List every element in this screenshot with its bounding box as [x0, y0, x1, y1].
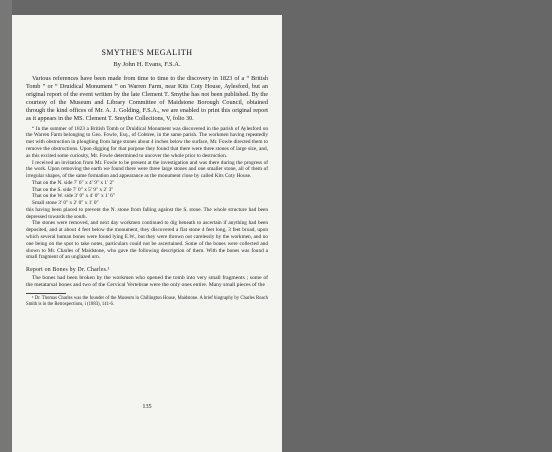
- quote-paragraph-1: “ In the summer of 1823 a British Tomb or Druidical Monument was discovered in the parish of Aylesford on the Warren Farm belonging to Geo. Fowle, Esq., of Cobtree, in the same parish. The workmen having repeatedly met with obstruction in ploughing from large stones about 4 inches below the surface, Mr. Fowle directed them to remove the obstructions. Upon digging for that purpose they found that there were three stones of large size, and, as this excited some curiosity, Mr. Fowle determined to uncover the whole prior to destruction.: [26, 125, 268, 159]
- footnote-divider: [26, 293, 66, 294]
- measurement-line: That on the S. side 7′ 0″ x 5′ 9″ x 2′ 3″: [32, 186, 114, 193]
- document-page: [12, 15, 282, 452]
- quote-paragraph-3: this having been placed to prevent the N. stone from falling against the S. stone. The whole structure had been depressed towards the south.: [26, 206, 268, 220]
- quote-paragraph-2: I received an invitation from Mr. Fowle to be present at the investigation and was there during the progress of the work. Upon removing the earth we found there were three large stones and one smaller stone, all of them of irregular shapes, of the same formation and appearance as the monument close by called Kits Coty House.: [26, 159, 268, 180]
- measurement-line: Small stone 3′ 0″ x 2′ 0″ x 1′ 0″: [32, 200, 99, 207]
- quoted-report: [26, 126, 268, 262]
- article-byline: By John H. Evans, F.S.A.: [113, 61, 181, 68]
- section-heading: Report on Bones by Dr. Charles.¹: [26, 267, 110, 274]
- measurement-line: That on the N. side 7′ 6″ x 4′ 9″ x 1′ 2″: [32, 179, 115, 186]
- article-title: SMYTHE'S MEGALITH: [101, 48, 193, 57]
- page-number: 135: [142, 403, 152, 410]
- scan-edge: [0, 0, 12, 452]
- report-paragraph: The bones had been broken by the workmen who opened the tomb into very small fragments ; some of the metatarsal bones and two of the Cervical Vertebrae were the only ones entire. Many small pieces of the: [26, 275, 268, 289]
- quote-paragraph-4: The stones were removed, and next day workmen continued to dig beneath to ascertain if anything had been deposited, and at about 4 feet below the monument, they discovered a flat stone 4 feet long, 3 feet broad, upon which several human bones were found lying E.W., but they were thrown out carelessly by the workmen, and no one being on the spot to take notes, particulars could not be ascertained. Some of the bones were collected and shown to Mr. Charles of Maidstone, who gave the following description of them. With the bones was found a small fragment of an unglazed urn.: [26, 220, 268, 261]
- intro-paragraph: Various references have been made from time to time to the discovery in 1823 of a “ British Tomb ” or “ Druidical Monument ” on Warren Farm, near Kits Coty House, Aylesford, but an original report of the event written by the late Clement T. Smythe has not been published. By the courtesy of the Museum and Library Committee of Maidstone Borough Council, obtained through the kind offices of Mr. A. J. Golding, F.S.A., we are enabled to print this original report as it appears in the MS. Clement T. Smythe Collections, V, folio 30.: [26, 75, 268, 123]
- measurement-line: That on the W. side 3′ 0″ x 4′ 0″ x 1′ 6″: [32, 193, 115, 200]
- footnote: ¹ Dr. Thomas Charles was the founder of the Museum in Chillington House, Maidstone. A brief biography by Charles Roach Smith is in the Retrospections, i (1883), 141-6.: [26, 295, 268, 307]
